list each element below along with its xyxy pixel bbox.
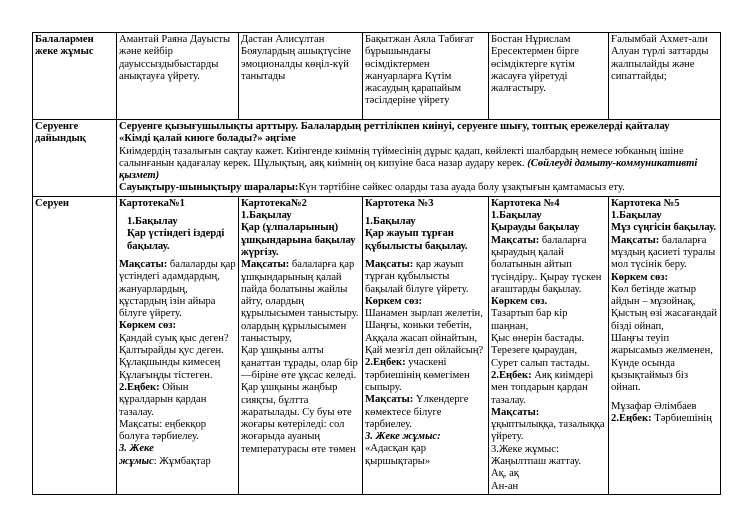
card-title: Картотека№2	[241, 197, 307, 209]
walk-preparation-body: Киімдердің тазалығын сақтау кажет. Киінгенде киімнің түймесінің дұрыс қадап, көйлекті шалбардың немесе юбканың ішіне салынғанын қадағалау керек. Шұлықтың, аяқ киімнің оң кипуіне баса назар аудару керек.	[119, 145, 684, 169]
card-line: Қар жауып тұрған құбылысты бақылау.	[365, 228, 468, 252]
card-line-key: 2.Еңбек:	[611, 412, 652, 424]
card-line	[491, 407, 606, 444]
card-line: Шаңғы, коньки тебетін,	[365, 320, 472, 332]
card-title: Картотека №5	[611, 197, 680, 209]
health-measures-label: Сауықтыру-шынықтыру шаралары:	[119, 182, 299, 194]
card-line: Көл бетінде жатыр айдын – мұзойнақ,	[611, 283, 697, 308]
card-line-key: Мақсаты:	[491, 234, 540, 246]
walk-preparation-cell	[117, 120, 721, 197]
card-title: Картотека №3	[365, 197, 434, 209]
card-3	[363, 196, 489, 494]
card-5	[609, 196, 721, 494]
card-line-key: Мақсаты:	[119, 258, 168, 270]
card-line: 1.Бақылау	[241, 210, 292, 222]
card-line: Қай мезгіл деп ойлайсың?	[365, 345, 484, 357]
card-line-key: Мақсаты:	[365, 258, 414, 270]
card-line	[365, 394, 486, 431]
card-line	[119, 259, 236, 320]
card-line-key: Мақсаты:	[241, 259, 290, 271]
card-line-key: 2.Еңбек:	[119, 381, 160, 393]
card-line-text: ұқыптылыққа, тазалыққа үйрету.	[491, 419, 605, 443]
card-line-text: балаларға қар ұшқындарының қалай пайда болатыны жайлы айту, олардың құрылысымен таныстыру. олардың құрылысымен таныстыру,	[241, 259, 359, 345]
card-1	[117, 196, 239, 494]
card-title: Картотека№1	[119, 197, 185, 209]
card-line	[365, 431, 486, 468]
card-line: Қалтырайды қус деген.	[119, 345, 224, 357]
card-line	[365, 259, 486, 296]
walk-preparation-heading: Серуенге қызығушылықты арттыру. Балалардың реттілікпен киінуі, серуенге шығу, топтық ережелерді қайталау	[119, 121, 670, 132]
walk-preparation-row	[33, 120, 721, 197]
card-line: Шанамен зырлап желетін,	[365, 308, 483, 320]
card-line-key: 2.Еңбек:	[491, 369, 532, 381]
card-line: Көркем сөз.	[491, 296, 548, 308]
card-line-key: Мақсаты:	[491, 406, 540, 418]
card-line-text: балаларға мұздың қасиеті туралы мол түсінік беру.	[611, 234, 716, 271]
walk-preparation-text	[119, 146, 718, 183]
walk-preparation-note: (Сөйлеуді дамыту-коммуникативті қызмет)	[119, 157, 698, 182]
card-line: Мұзафар Әлімбаев	[611, 400, 697, 412]
card-line: Терезеге қыраудан,	[491, 345, 578, 357]
row-label-individual-work: Балалармен жеке жұмыс	[33, 33, 117, 120]
individual-work-row	[33, 33, 721, 120]
individual-work-cell-1: Амантай Раяна Дауысты және кейбір дауыссыздыбыстарды анықтауға үйрету.	[117, 33, 239, 120]
card-line-text: : Жұмбақтар	[153, 455, 211, 467]
card-line-key: Мақсаты:	[365, 394, 414, 406]
card-line: Күнде осында қызықтаймыз біз ойнап.	[611, 357, 689, 394]
card-line: Көркем сөз:	[365, 295, 423, 307]
card-line-text: Аяқ киімдері мен топдарын қардан тазалау.	[491, 369, 594, 406]
card-line: Қар үстіндегі іздерді бақылау.	[127, 228, 225, 252]
card-line	[611, 235, 718, 272]
card-line: Жаңылтпаш жаттау.	[491, 456, 581, 468]
card-line	[611, 413, 718, 425]
individual-work-cell-4: Бостан Нұрислам Ересектермен бірге өсімдіктерге күтім жасауға үйретуді жалғастыру.	[489, 33, 609, 120]
card-line-key: 3. Жеке жұмыс:	[365, 431, 441, 443]
card-title: Картотека №4	[491, 197, 560, 209]
card-line-key: Мақсаты:	[611, 234, 660, 246]
individual-work-cell-2: Дастан Алисұлтан Бояулардың ашықтүсіне эмоционалды көңіл-күй танытады	[239, 33, 363, 120]
card-line: Аққала жасап ойнайтын,	[365, 332, 478, 344]
card-line-text: учаскені тәрбиешінің көмегімен сыпыру.	[365, 357, 470, 393]
card-line-text: балаларды қар үстіндегі адамдардың, жануарлардың, құстардың ізін айыра білуге үйрету.	[119, 258, 236, 320]
card-line: 1.Бақылау	[127, 216, 178, 228]
card-4	[489, 196, 609, 494]
card-line	[241, 259, 360, 345]
card-line: Қар ұшқыны жаңбыр сияқты, бұлтта жаратылады. Су буы өте жоғары көтеріледі: сол жоғарыда ауаның температурасы өте төмен	[241, 382, 356, 455]
card-line-key: 2.Еңбек:	[365, 357, 406, 369]
card-line-text: қар жауып тұрған құбылысты бақылай білуге үйрету.	[365, 258, 469, 295]
card-line: Қандай суық қыс деген?	[119, 332, 229, 344]
card-line: Қырауды бақылау	[491, 222, 580, 234]
card-line: Ақ, ақ	[491, 468, 519, 480]
card-line: Сурет салып тастады.	[491, 357, 590, 369]
card-line: 1.Бақылау	[611, 210, 662, 222]
card-line: 3.Жеке жұмыс:	[491, 443, 559, 455]
card-line: Мұз сүңгісін бақылау.	[611, 222, 717, 234]
card-line	[119, 456, 236, 468]
individual-work-cell-5: Ғалымбай Ахмет-али Алуан түрлі заттарды жалпылайды және сипаттайды;	[609, 33, 721, 120]
card-line: 3. Жеке	[119, 443, 154, 455]
card-line: Құлағыңды тістеген.	[119, 369, 213, 381]
card-line: 1.Бақылау	[491, 210, 542, 222]
row-label-walk-preparation: Серуенге дайындық	[33, 120, 117, 197]
card-line: Құлақшынды кимесең	[119, 357, 221, 369]
walk-row	[33, 196, 721, 494]
walk-preparation-subheading: «Кімді қалай киюге болады?» әңгіме	[119, 133, 296, 145]
health-measures-text: Күн тәртібіне сәйкес оларды таза ауада болу ұзақтығын қамтамасыз ету.	[298, 182, 625, 194]
health-measures	[119, 182, 718, 194]
card-line: Көркем сөз:	[611, 271, 669, 283]
card-line-text: балаларға қыраудың қалай болатынын айтып түсіндіру.. Қырау түскен ағаштарды бақылау.	[491, 234, 602, 295]
card-line	[491, 370, 606, 407]
card-line: 1.Бақылау	[365, 216, 416, 228]
card-line: Көркем сөз:	[119, 320, 177, 332]
card-line: Қар ұшқыны алты қанаттан тұрады, олар бір—біріне өте ұқсас келеді.	[241, 345, 358, 381]
card-line: Қар (ұлпаларының) ұшқындарына бақылау жүргізу.	[241, 222, 356, 258]
card-line-text: Үлкендерге көмектесе білуге тәрбиелеу.	[365, 394, 469, 430]
row-label-walk: Серуен	[33, 196, 117, 494]
card-2	[239, 196, 363, 494]
card-line: Қыс өнерін бастады.	[491, 333, 585, 345]
individual-work-cell-3: Бақытжан Аяла Табиғат бұрышындағы өсімдіктермен жануарларға Күтім жасаудың қарапайым тәсілдеріне үйрету	[363, 33, 489, 120]
card-line: Қыстың өзі жасағандай бізді ойнап,	[611, 308, 718, 332]
daily-plan-table	[32, 32, 721, 495]
card-line: Ан-ан	[491, 480, 519, 492]
card-line-text: Тәрбиешінің	[651, 412, 712, 424]
card-line	[365, 357, 486, 394]
card-line-key: жұмыс	[119, 455, 154, 467]
card-line: Шаңғы теуіп жарысамыз желменен,	[611, 333, 713, 357]
card-line	[119, 382, 236, 419]
card-line-text: Ойын құралдарын қардан тазалау.	[119, 381, 207, 418]
card-line-text: «Адасқан қар қыршықтары»	[365, 443, 431, 467]
card-line	[491, 235, 606, 296]
card-line: Мақсаты: еңбекқор болуға тәрбиелеу.	[119, 418, 207, 443]
card-line: Тазартып бар кір шаңнан,	[491, 308, 568, 332]
